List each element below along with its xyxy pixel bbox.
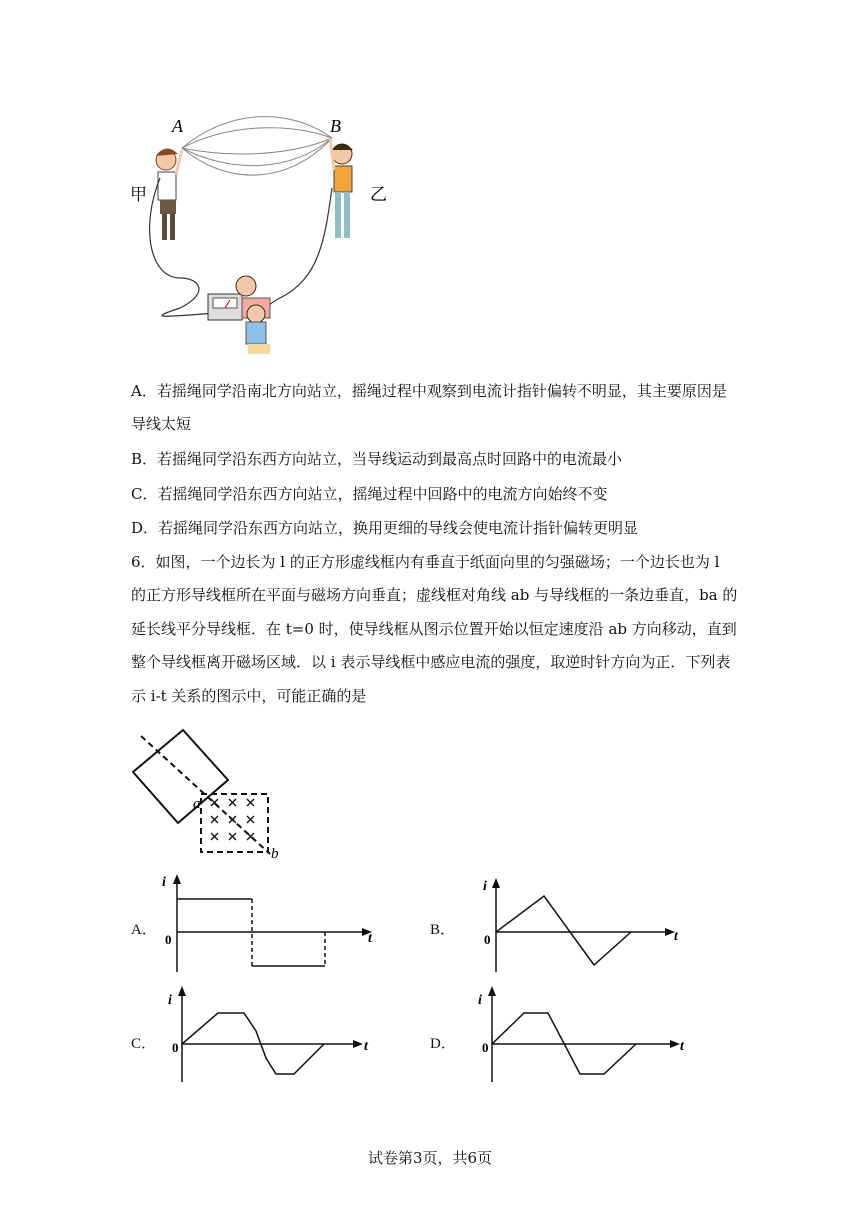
label-yi: 乙 [370,185,387,204]
q6-line3: 延长线平分导线框．在 t=0 时，使导线框从图示位置开始以恒定速度沿 ab 方向移动，直到 [131,620,737,638]
graph-b-label: B． [430,922,456,938]
wire-frame [133,730,228,823]
q6-line4: 整个导线框离开磁场区域．以 i 表示导线框中感应电流的强度，取逆时针方向为正．下列表 [131,653,731,671]
q6-line2: 的正方形导线框所在平面与磁场方向垂直；虚线框对角线 ab 与导线框的一条边垂直，ba 的 [131,586,738,604]
graph-a-label: A． [131,922,157,938]
fig-label-a: a [193,796,201,812]
label-b: B [330,116,341,136]
graph-d-i: i [478,993,482,1008]
graph-b [478,876,688,976]
graph-b-t: t [674,929,678,944]
page-footer: 试卷第3页，共6页 [367,1149,493,1167]
graph-d-zero: 0 [482,1040,489,1055]
fig-label-b: b [271,846,279,862]
option-b: B．若摇绳同学沿东西方向站立，当导线运动到最高点时回路中的电流最小 [131,450,623,468]
option-d: D．若摇绳同学沿东西方向站立，换用更细的导线会使电流计指针偏转更明显 [131,519,639,537]
graph-b-zero: 0 [484,932,491,947]
graph-c-zero: 0 [172,1040,179,1055]
graph-d [476,986,691,1086]
graph-a-i: i [162,875,166,890]
graph-b-i: i [483,879,487,894]
graph-c-label: C． [131,1036,157,1052]
rope-swing-illustration [120,108,400,368]
q6-line5: 示 i-t 关系的图示中，可能正确的是 [131,687,367,705]
graph-c [166,986,376,1086]
q6-figure [125,722,295,867]
option-c: C．若摇绳同学沿东西方向站立，摇绳过程中回路中的电流方向始终不变 [131,485,608,503]
graph-a-t: t [368,931,372,946]
label-jia: 甲 [130,185,147,204]
graph-d-label: D． [430,1036,456,1052]
graph-b-curve [496,896,631,965]
graph-a [160,872,380,977]
graph-c-t: t [364,1039,368,1054]
q6-line1: 6．如图，一个边长为 l 的正方形虚线框内有垂直于纸面向里的匀强磁场；一个边长也为 l [131,553,720,571]
graph-a-zero: 0 [165,932,172,947]
option-a-line2: 导线太短 [131,415,192,433]
option-a-line1: A．若摇绳同学沿南北方向站立，摇绳过程中观察到电流计指针偏转不明显，其主要原因是 [131,382,727,400]
label-a: A [172,116,183,136]
graph-d-t: t [680,1039,684,1054]
field-crosses [211,799,254,840]
graph-c-i: i [168,993,172,1008]
